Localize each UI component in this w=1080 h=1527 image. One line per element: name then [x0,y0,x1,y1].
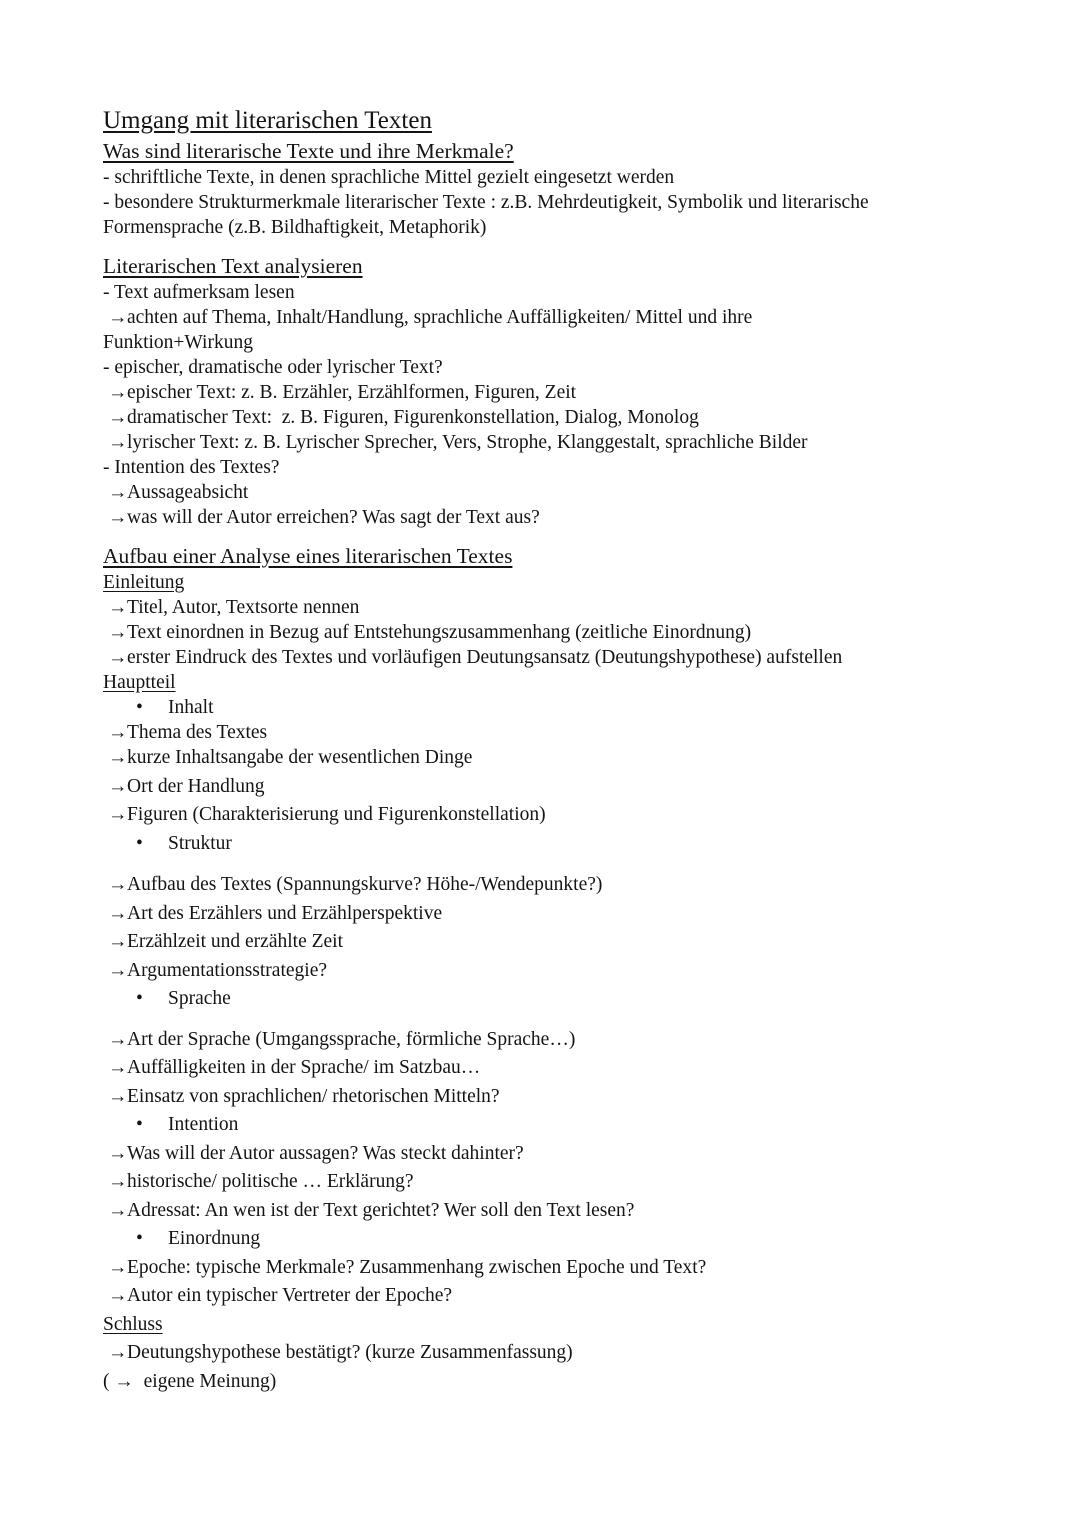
section-heading: Literarischen Text analysieren [103,254,363,278]
line-text: lyrischer Text: z. B. Lyrischer Sprecher, Vers, Strophe, Klanggestalt, sprachliche Bilder [127,432,808,453]
arrow-icon: → [108,382,128,403]
line-text: Ort der Handlung [127,775,265,797]
bullet-item [103,1112,985,1137]
bullet-icon: • [136,832,143,854]
arrow-icon: → [108,1142,128,1164]
line-text: Einordnung [168,1228,261,1249]
arrow-item [103,745,985,770]
arrow-item [103,480,985,505]
line-text: erster Eindruck des Textes und vorläufigen Deutungsansatz (Deutungshypothese) aufstellen [127,647,843,668]
sub-heading: Hauptteil [103,672,176,693]
arrow-icon: → [108,597,128,618]
text-line: Formensprache (z.B. Bildhaftigkeit, Metaphorik) [103,217,487,238]
line-text: historische/ politische … Erklärung? [127,1171,414,1192]
line-text: epischer Text: z. B. Erzähler, Erzählformen, Figuren, Zeit [127,382,577,403]
section-heading: Was sind literarische Texte und ihre Merkmale? [103,139,514,163]
arrow-icon: → [108,1057,128,1078]
arrow-icon: → [108,1199,128,1221]
arrow-item [103,405,985,430]
bullet-item [103,1226,985,1251]
arrow-icon: → [108,1285,128,1306]
arrow-icon: → [108,1342,128,1363]
arrow-icon: → [108,1171,128,1192]
line-text: dramatischer Text: z. B. Figuren, Figurenkonstellation, Dialog, Monolog [127,407,699,428]
arrow-icon: → [108,432,128,453]
arrow-icon: → [108,902,128,924]
line-text: was will der Autor erreichen? Was sagt der Text aus? [127,507,540,528]
line-text: Deutungshypothese bestätigt? (kurze Zusammenfassung) [127,1342,573,1363]
arrow-item [103,901,985,926]
line-text: Art des Erzählers und Erzählperspektive [127,902,443,924]
document-content [103,105,985,1394]
line-text: Was will der Autor aussagen? Was steckt dahinter? [127,1142,524,1164]
line-text: kurze Inhaltsangabe der wesentlichen Dinge [127,747,473,768]
line-text: Argumentationsstrategie? [127,959,327,981]
arrow-item [103,430,985,455]
text-line: - Text aufmerksam lesen [103,282,295,303]
line-text: Aussageabsicht [127,482,249,503]
arrow-icon: → [108,874,128,895]
line-text: Thema des Textes [127,722,268,743]
arrow-icon: → [108,407,128,428]
arrow-item [103,595,985,620]
arrow-item [103,802,985,827]
line-text: Titel, Autor, Textsorte nennen [127,597,360,618]
text-line: - Intention des Textes? [103,457,280,478]
arrow-item [103,1198,985,1223]
arrow-icon: → [108,482,128,503]
arrow-item [103,1283,985,1308]
line-text: Autor ein typischer Vertreter der Epoche? [127,1285,453,1306]
arrow-item [103,1169,985,1194]
section-spacer [103,1015,985,1027]
arrow-item [103,1340,985,1365]
line-text: Text einordnen in Bezug auf Entstehungszusammenhang (zeitliche Einordnung) [127,622,752,643]
bullet-icon: • [136,697,143,718]
arrow-item [103,380,985,405]
arrow-icon: → [108,1256,128,1278]
sub-heading: Einleitung [103,572,185,593]
arrow-item [103,929,985,954]
bullet-item [103,986,985,1011]
bullet-icon: • [136,1114,143,1135]
line-text: Erzählzeit und erzählte Zeit [127,931,344,952]
line-text: Epoche: typische Merkmale? Zusammenhang zwischen Epoche und Text? [127,1256,707,1278]
section-heading: Aufbau einer Analyse eines literarischen Textes [103,544,513,568]
arrow-icon: → [108,622,128,643]
arrow-item [103,1055,985,1080]
text-line: - schriftliche Texte, in denen sprachliche Mittel gezielt eingesetzt werden [103,167,675,188]
bullet-item [103,831,985,856]
arrow-icon: → [108,722,128,743]
line-text: achten auf Thema, Inhalt/Handlung, sprachliche Auffälligkeiten/ Mittel und ihre [127,307,753,328]
arrow-icon: → [108,647,128,668]
line-text: Adressat: An wen ist der Text gerichtet? Wer soll den Text lesen? [127,1199,635,1221]
arrow-item [103,774,985,799]
arrow-icon: → [108,1028,128,1050]
arrow-item [103,305,985,330]
arrow-icon: → [108,307,128,328]
text-line: - besondere Strukturmerkmale literarischer Texte : z.B. Mehrdeutigkeit, Symbolik und literarische [103,192,869,213]
line-text: Struktur [168,832,232,854]
arrow-icon: → [108,747,128,768]
arrow-item [103,1141,985,1166]
section-spacer [103,240,985,252]
arrow-item [103,1027,985,1052]
sub-heading: Schluss [103,1313,163,1335]
arrow-icon: → [108,804,128,825]
line-text: Intention [168,1114,239,1135]
arrow-item [103,645,985,670]
text-line: ( → eigene Meinung) [103,1370,277,1392]
arrow-icon: → [108,931,128,952]
bullet-item [103,695,985,720]
bullet-icon: • [136,988,143,1009]
line-text: Inhalt [168,697,214,718]
section-spacer [103,859,985,872]
section-spacer [103,530,985,542]
arrow-item [103,1084,985,1109]
line-text: Auffälligkeiten in der Sprache/ im Satzbau… [127,1057,481,1078]
line-text: Einsatz von sprachlichen/ rhetorischen Mitteln? [127,1085,500,1107]
bullet-icon: • [136,1228,143,1249]
line-text: Figuren (Charakterisierung und Figurenkonstellation) [127,804,546,825]
arrow-item [103,620,985,645]
arrow-icon: → [108,775,128,797]
arrow-item [103,505,985,530]
arrow-icon: → [108,959,128,981]
arrow-item [103,958,985,983]
line-text: Art der Sprache (Umgangssprache, förmliche Sprache…) [127,1028,576,1050]
page-title: Umgang mit literarischen Texten [103,107,432,134]
line-text: Sprache [168,988,231,1009]
text-line: Funktion+Wirkung [103,332,253,353]
arrow-item [103,720,985,745]
arrow-icon: → [108,1085,128,1107]
arrow-item [103,872,985,897]
line-text: Aufbau des Textes (Spannungskurve? Höhe-/Wendepunkte?) [127,874,603,895]
arrow-icon: → [108,507,128,528]
arrow-item [103,1255,985,1280]
text-line: - epischer, dramatische oder lyrischer Text? [103,357,443,378]
